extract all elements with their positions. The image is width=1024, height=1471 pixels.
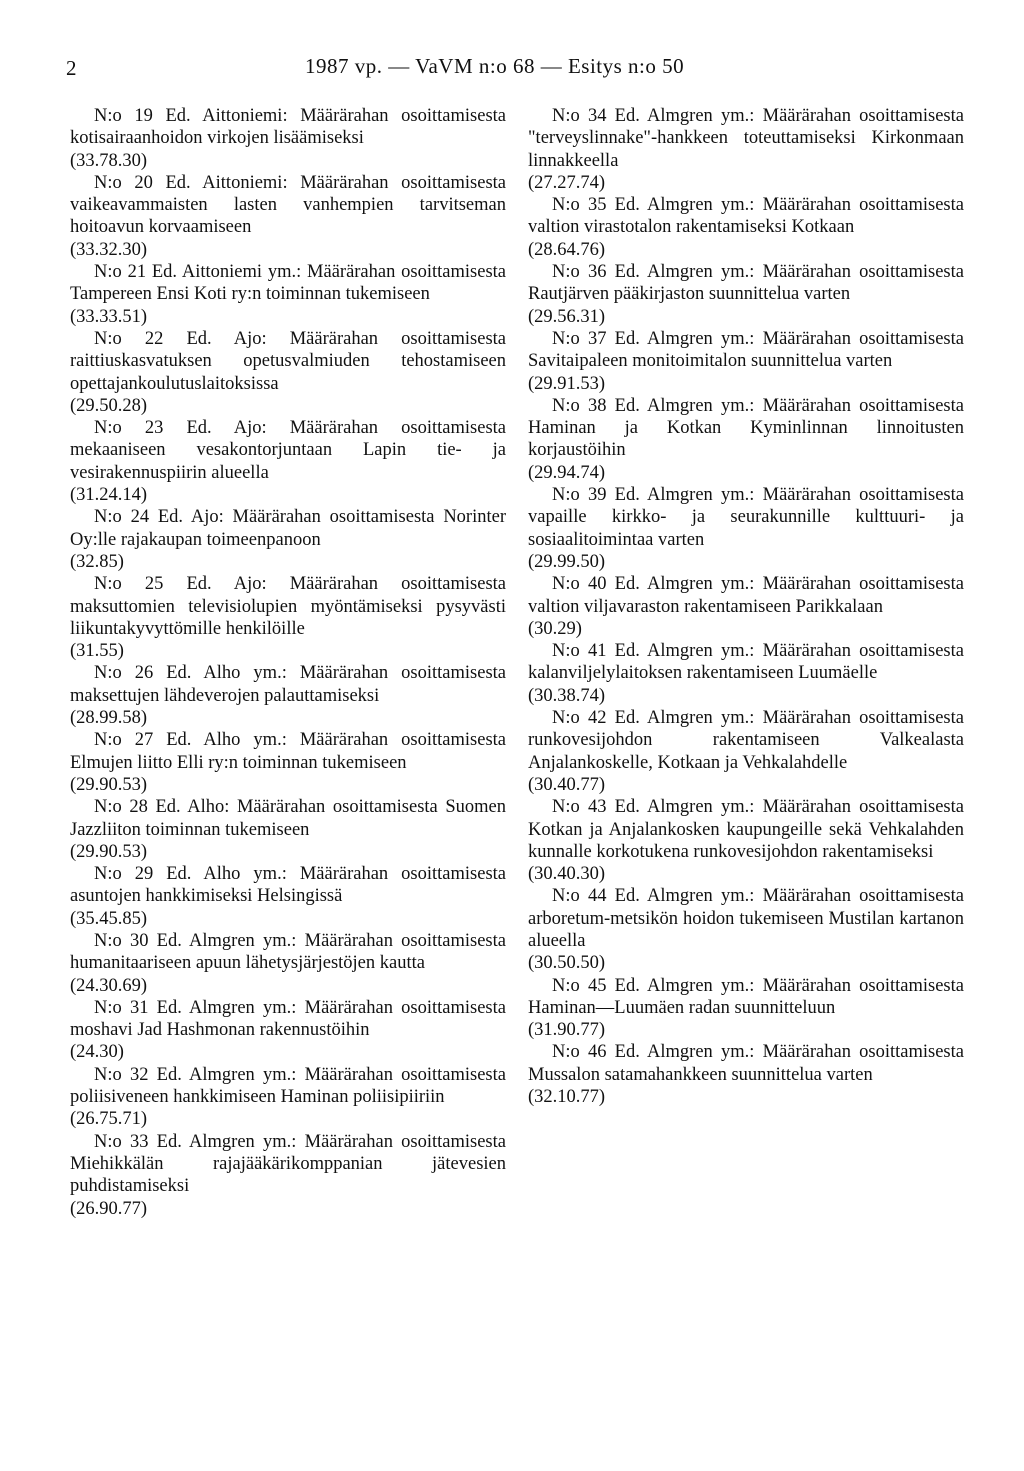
budget-item-code: (30.29) xyxy=(528,618,582,639)
motion-entry xyxy=(70,930,506,997)
budget-item-code: (29.99.50) xyxy=(528,551,606,572)
motion-entry xyxy=(528,1041,964,1108)
motion-title: N:o 35 Ed. Almgren ym.: Määrärahan osoittamisesta valtion virastotalon rakentamiseksi Kotkaan xyxy=(528,195,964,238)
budget-item-code: (30.38.74) xyxy=(528,685,606,706)
motion-title: N:o 21 Ed. Aittoniemi ym.: Määrärahan osoittamisesta Tampereen Ensi Koti ry:n toiminnan tukemiseen xyxy=(70,262,506,305)
running-title: 1987 vp. — VaVM n:o 68 — Esitys n:o 50 xyxy=(305,54,685,78)
motion-title: N:o 28 Ed. Alho: Määrärahan osoittamisesta Suomen Jazzliiton toiminnan tukemiseen xyxy=(70,797,506,840)
motion-title: N:o 26 Ed. Alho ym.: Määrärahan osoittamisesta maksettujen lähdeverojen palauttamiseksi xyxy=(70,663,506,706)
budget-item-code: (30.40.77) xyxy=(528,774,606,795)
budget-item-code: (24.30.69) xyxy=(70,975,148,996)
budget-item-code: (29.94.74) xyxy=(528,462,606,483)
motion-entry xyxy=(70,105,506,172)
motion-title: N:o 40 Ed. Almgren ym.: Määrärahan osoittamisesta valtion viljavaraston rakentamiseen Parikkalaan xyxy=(528,574,964,617)
left-column xyxy=(70,105,506,1220)
motion-title: N:o 36 Ed. Almgren ym.: Määrärahan osoittamisesta Rautjärven pääkirjaston suunnittelua varten xyxy=(528,262,964,305)
motion-entry xyxy=(70,328,506,417)
budget-item-code: (31.24.14) xyxy=(70,485,148,506)
motion-entry xyxy=(70,662,506,729)
motion-entry xyxy=(70,172,506,261)
budget-item-code: (33.32.30) xyxy=(70,239,148,260)
motion-title: N:o 23 Ed. Ajo: Määrärahan osoittamisesta mekaaniseen vesakontorjuntaan Lapin tie- ja vesirakennuspiirin alueella xyxy=(70,418,506,483)
right-column xyxy=(528,105,964,1108)
budget-item-code: (29.90.53) xyxy=(70,841,148,862)
motion-entry xyxy=(528,707,964,796)
motion-entry xyxy=(70,1131,506,1220)
motion-title: N:o 30 Ed. Almgren ym.: Määrärahan osoittamisesta humanitaariseen apuun lähetysjärjestöjen kautta xyxy=(70,930,506,974)
motion-title: N:o 37 Ed. Almgren ym.: Määrärahan osoittamisesta Savitaipaleen monitoimitalon suunnittelua varten xyxy=(528,328,964,372)
motion-title: N:o 25 Ed. Ajo: Määrärahan osoittamisesta maksuttomien televisiolupien myöntämiseksi pysyvästi liikuntakyvyttömille henkilöille xyxy=(70,574,506,639)
motion-title: N:o 27 Ed. Alho ym.: Määrärahan osoittamisesta Elmujen liitto Elli ry:n toiminnan tukemiseen xyxy=(70,730,506,773)
motion-entry xyxy=(528,796,964,885)
budget-item-code: (31.55) xyxy=(70,641,124,662)
budget-item-code: (32.10.77) xyxy=(528,1087,606,1108)
motion-entry xyxy=(528,885,964,974)
motion-title: N:o 32 Ed. Almgren ym.: Määrärahan osoittamisesta poliisiveneen hankkimiseen Haminan poliisipiiriin xyxy=(70,1064,506,1108)
budget-item-code: (29.50.28) xyxy=(70,395,148,416)
motion-title: N:o 41 Ed. Almgren ym.: Määrärahan osoittamisesta kalanviljelylaitoksen rakentamiseen Luumäelle xyxy=(528,641,964,684)
motion-entry xyxy=(70,261,506,328)
motion-entry xyxy=(528,194,964,261)
motion-title: N:o 22 Ed. Ajo: Määrärahan osoittamisesta raittiuskasvatuksen opetusvalmiuden tehostamiseen opettajankoulutuslaitoksissa xyxy=(70,328,506,394)
motion-title: N:o 44 Ed. Almgren ym.: Määrärahan osoittamisesta arboretum-metsikön hoidon tukemiseen Mustilan kartanon alueella xyxy=(528,886,964,951)
budget-item-code: (33.78.30) xyxy=(70,150,148,171)
motion-title: N:o 46 Ed. Almgren ym.: Määrärahan osoittamisesta Mussalon satamahankkeen suunnittelua varten xyxy=(528,1042,964,1085)
budget-item-code: (26.75.71) xyxy=(70,1109,148,1130)
motion-title: N:o 39 Ed. Almgren ym.: Määrärahan osoittamisesta vapaille kirkko- ja seurakunnille kulttuuri- ja sosiaalitoimintaa varten xyxy=(528,485,964,550)
motion-entry xyxy=(70,417,506,506)
budget-item-code: (29.56.31) xyxy=(528,306,606,327)
motion-entry xyxy=(70,1064,506,1131)
budget-item-code: (29.91.53) xyxy=(528,373,606,394)
motion-title: N:o 24 Ed. Ajo: Määrärahan osoittamisesta Norinter Oy:lle rajakaupan toimeenpanoon xyxy=(70,507,506,550)
motion-entry xyxy=(70,796,506,863)
motion-entry xyxy=(528,573,964,640)
budget-item-code: (24.30) xyxy=(70,1042,124,1063)
motion-entry xyxy=(528,640,964,707)
motion-title: N:o 38 Ed. Almgren ym.: Määrärahan osoittamisesta Haminan ja Kotkan Kyminlinnan linnoitusten korjaustöihin xyxy=(528,395,964,461)
budget-item-code: (28.99.58) xyxy=(70,708,148,729)
motion-title: N:o 43 Ed. Almgren ym.: Määrärahan osoittamisesta Kotkan ja Anjalankosken kaupungeille sekä Vehkalahden kunnalle korkotukena runkovesijohdon rakentamiseksi xyxy=(528,797,964,862)
motion-entry xyxy=(70,729,506,796)
budget-item-code: (35.45.85) xyxy=(70,908,148,929)
budget-item-code: (32.85) xyxy=(70,551,124,572)
motion-entry xyxy=(528,484,964,573)
motion-entry xyxy=(70,863,506,930)
motion-title: N:o 33 Ed. Almgren ym.: Määrärahan osoittamisesta Miehikkälän rajajääkärikomppanian jätevesien puhdistamiseksi xyxy=(70,1131,506,1197)
budget-item-code: (26.90.77) xyxy=(70,1198,148,1219)
motion-title: N:o 45 Ed. Almgren ym.: Määrärahan osoittamisesta Haminan—Luumäen radan suunnitteluun xyxy=(528,975,964,1018)
budget-item-code: (28.64.76) xyxy=(528,239,606,260)
motion-title: N:o 34 Ed. Almgren ym.: Määrärahan osoittamisesta "terveyslinnake"-hankkeen toteuttamiseksi Kirkonmaan linnakkeella xyxy=(528,106,964,171)
budget-item-code: (33.33.51) xyxy=(70,306,148,327)
motion-title: N:o 19 Ed. Aittoniemi: Määrärahan osoittamisesta kotisairaanhoidon virkojen lisäämiseksi xyxy=(70,106,506,149)
motion-entry xyxy=(528,395,964,484)
motion-entry xyxy=(528,105,964,194)
page-number: 2 xyxy=(66,56,77,80)
motion-entry xyxy=(528,975,964,1042)
budget-item-code: (30.50.50) xyxy=(528,953,606,974)
budget-item-code: (27.27.74) xyxy=(528,172,606,193)
motion-entry xyxy=(528,328,964,395)
motion-entry xyxy=(528,261,964,328)
budget-item-code: (29.90.53) xyxy=(70,774,148,795)
motion-title: N:o 42 Ed. Almgren ym.: Määrärahan osoittamisesta runkovesijohdon rakentamiseen Valkealasta Anjalankoskelle, Kotkaan ja Vehkalahdelle xyxy=(528,708,964,773)
motion-title: N:o 20 Ed. Aittoniemi: Määrärahan osoittamisesta vaikeavammaisten lasten vanhempien tarvitseman hoitoavun korvaamiseen xyxy=(70,172,506,238)
motion-entry xyxy=(70,506,506,573)
motion-entry xyxy=(70,573,506,662)
budget-item-code: (31.90.77) xyxy=(528,1020,606,1041)
motion-title: N:o 29 Ed. Alho ym.: Määrärahan osoittamisesta asuntojen hankkimiseksi Helsingissä xyxy=(70,864,506,907)
motion-entry xyxy=(70,997,506,1064)
motion-title: N:o 31 Ed. Almgren ym.: Määrärahan osoittamisesta moshavi Jad Hashmonan rakennustöihin xyxy=(70,997,506,1041)
budget-item-code: (30.40.30) xyxy=(528,864,606,885)
